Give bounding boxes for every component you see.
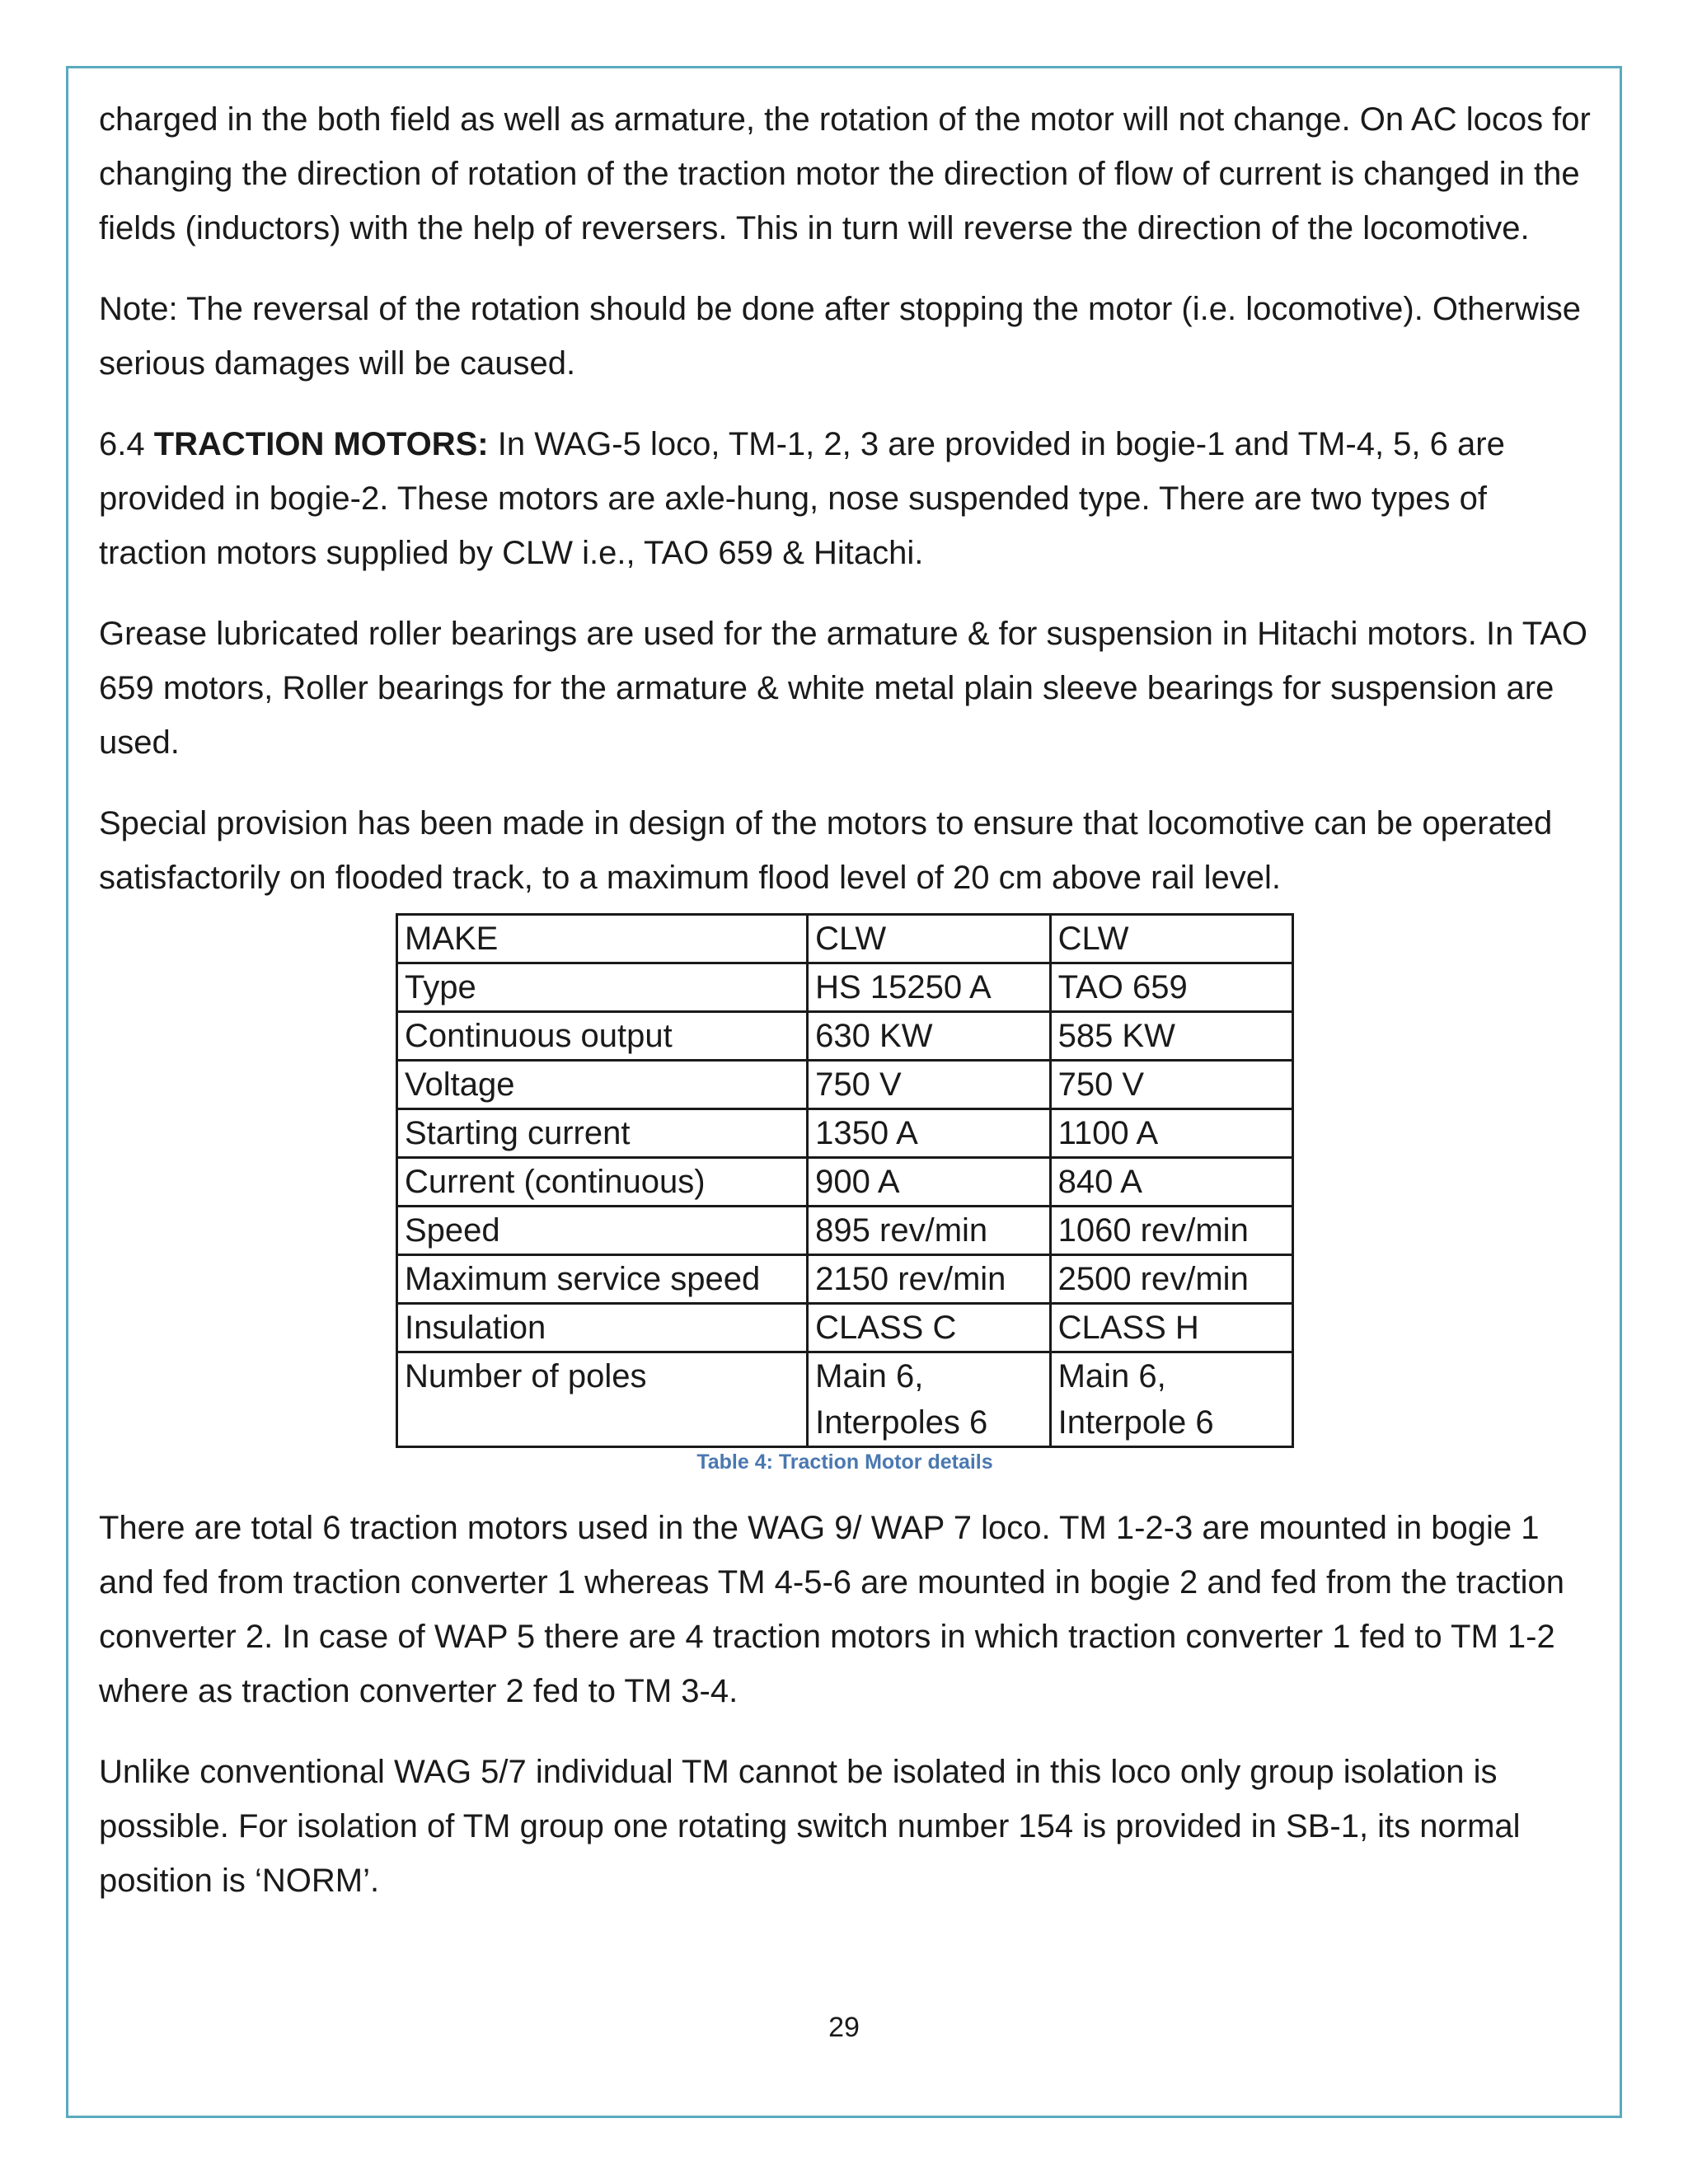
table-cell: CLW [1050,915,1292,963]
table-cell: 585 KW [1050,1012,1292,1061]
table-cell: 840 A [1050,1158,1292,1207]
table-row [397,1207,1293,1255]
table-cell: Voltage [397,1061,808,1109]
paragraph-traction-motors [99,417,1599,580]
cell-line: Interpoles 6 [815,1404,988,1441]
table-cell: 2500 rev/min [1050,1255,1292,1304]
section-number: 6.4 [99,426,154,462]
table-cell: 2150 rev/min [808,1255,1050,1304]
table-cell: Maximum service speed [397,1255,808,1304]
table-cell: 1100 A [1050,1109,1292,1158]
cell-line: Main 6, [1057,1358,1166,1394]
table-cell: Current (continuous) [397,1158,808,1207]
table-cell: HS 15250 A [808,963,1050,1012]
table-cell: Insulation [397,1304,808,1352]
table-cell [1050,1352,1292,1447]
page-content [99,92,1599,1934]
table-cell: 895 rev/min [808,1207,1050,1255]
table-cell: 1350 A [808,1109,1050,1158]
table-cell: Continuous output [397,1012,808,1061]
table-row [397,1109,1293,1158]
table-cell: Type [397,963,808,1012]
table-row [397,1255,1293,1304]
cell-line: Main 6, [815,1358,924,1394]
table-row [397,963,1293,1012]
section-body: In WAG-5 loco, TM-1, 2, 3 are provided in bogie-1 and TM-4, 5, 6 are provided in bogie-2. These motors are axle-hung, nose suspended type. There are two types of traction motors supplied by CLW i.e., TAO 659 & Hitachi. [99,426,1505,571]
traction-motor-table [396,913,1294,1448]
table-cell: CLASS C [808,1304,1050,1352]
table-row [397,1158,1293,1207]
paragraph-bearings: Grease lubricated roller bearings are used for the armature & for suspension in Hitachi motors. In TAO 659 motors, Roller bearings for the armature & white metal plain sleeve bearings for suspension are used. [99,616,1588,761]
table-cell [808,1352,1050,1447]
paragraph-wag9-motors: There are total 6 traction motors used in the WAG 9/ WAP 7 loco. TM 1-2-3 are mounted in bogie 1 and fed from traction converter 1 whereas TM 4-5-6 are mounted in bogie 2 and fed from the traction converter 2. In case of WAP 5 there are 4 traction motors in which traction converter 1 fed to TM 1-2 where as traction converter 2 fed to TM 3-4. [99,1510,1564,1709]
page-number: 29 [828,2012,860,2043]
table-cell: 630 KW [808,1012,1050,1061]
table-cell: 900 A [808,1158,1050,1207]
paragraph-note: Note: The reversal of the rotation should be done after stopping the motor (i.e. locomotive). Otherwise serious damages will be caused. [99,291,1581,382]
table-row [397,1061,1293,1109]
table-row [397,1012,1293,1061]
paragraph-rotation-reversal: charged in the both field as well as armature, the rotation of the motor will not change. On AC locos for changing the direction of rotation of the traction motor the direction of flow of current is changed in the fields (inductors) with the help of reversers. This in turn will reverse the direction of the locomotive. [99,101,1591,246]
table-row [397,1304,1293,1352]
table-cell: CLW [808,915,1050,963]
table-cell: CLASS H [1050,1304,1292,1352]
cell-line: Interpole 6 [1057,1404,1214,1441]
table-cell: 750 V [1050,1061,1292,1109]
table-cell: Speed [397,1207,808,1255]
table-row [397,1352,1293,1447]
table-cell: Starting current [397,1109,808,1158]
table-cell: 1060 rev/min [1050,1207,1292,1255]
section-heading: TRACTION MOTORS: [153,426,489,462]
table-cell: 750 V [808,1061,1050,1109]
table-row [397,915,1293,963]
table-caption: Table 4: Traction Motor details [696,1451,993,1474]
paragraph-flood-provision: Special provision has been made in design of the motors to ensure that locomotive can be operated satisfactorily on flooded track, to a maximum flood level of 20 cm above rail level. [99,805,1553,896]
traction-motor-table-wrap [396,913,1294,1476]
table-cell: MAKE [397,915,808,963]
table-cell: Number of poles [397,1352,808,1447]
table-cell: TAO 659 [1050,963,1292,1012]
paragraph-isolation: Unlike conventional WAG 5/7 individual TM cannot be isolated in this loco only group isolation is possible. For isolation of TM group one rotating switch number 154 is provided in SB-1, its normal position is ‘NORM’. [99,1754,1521,1899]
